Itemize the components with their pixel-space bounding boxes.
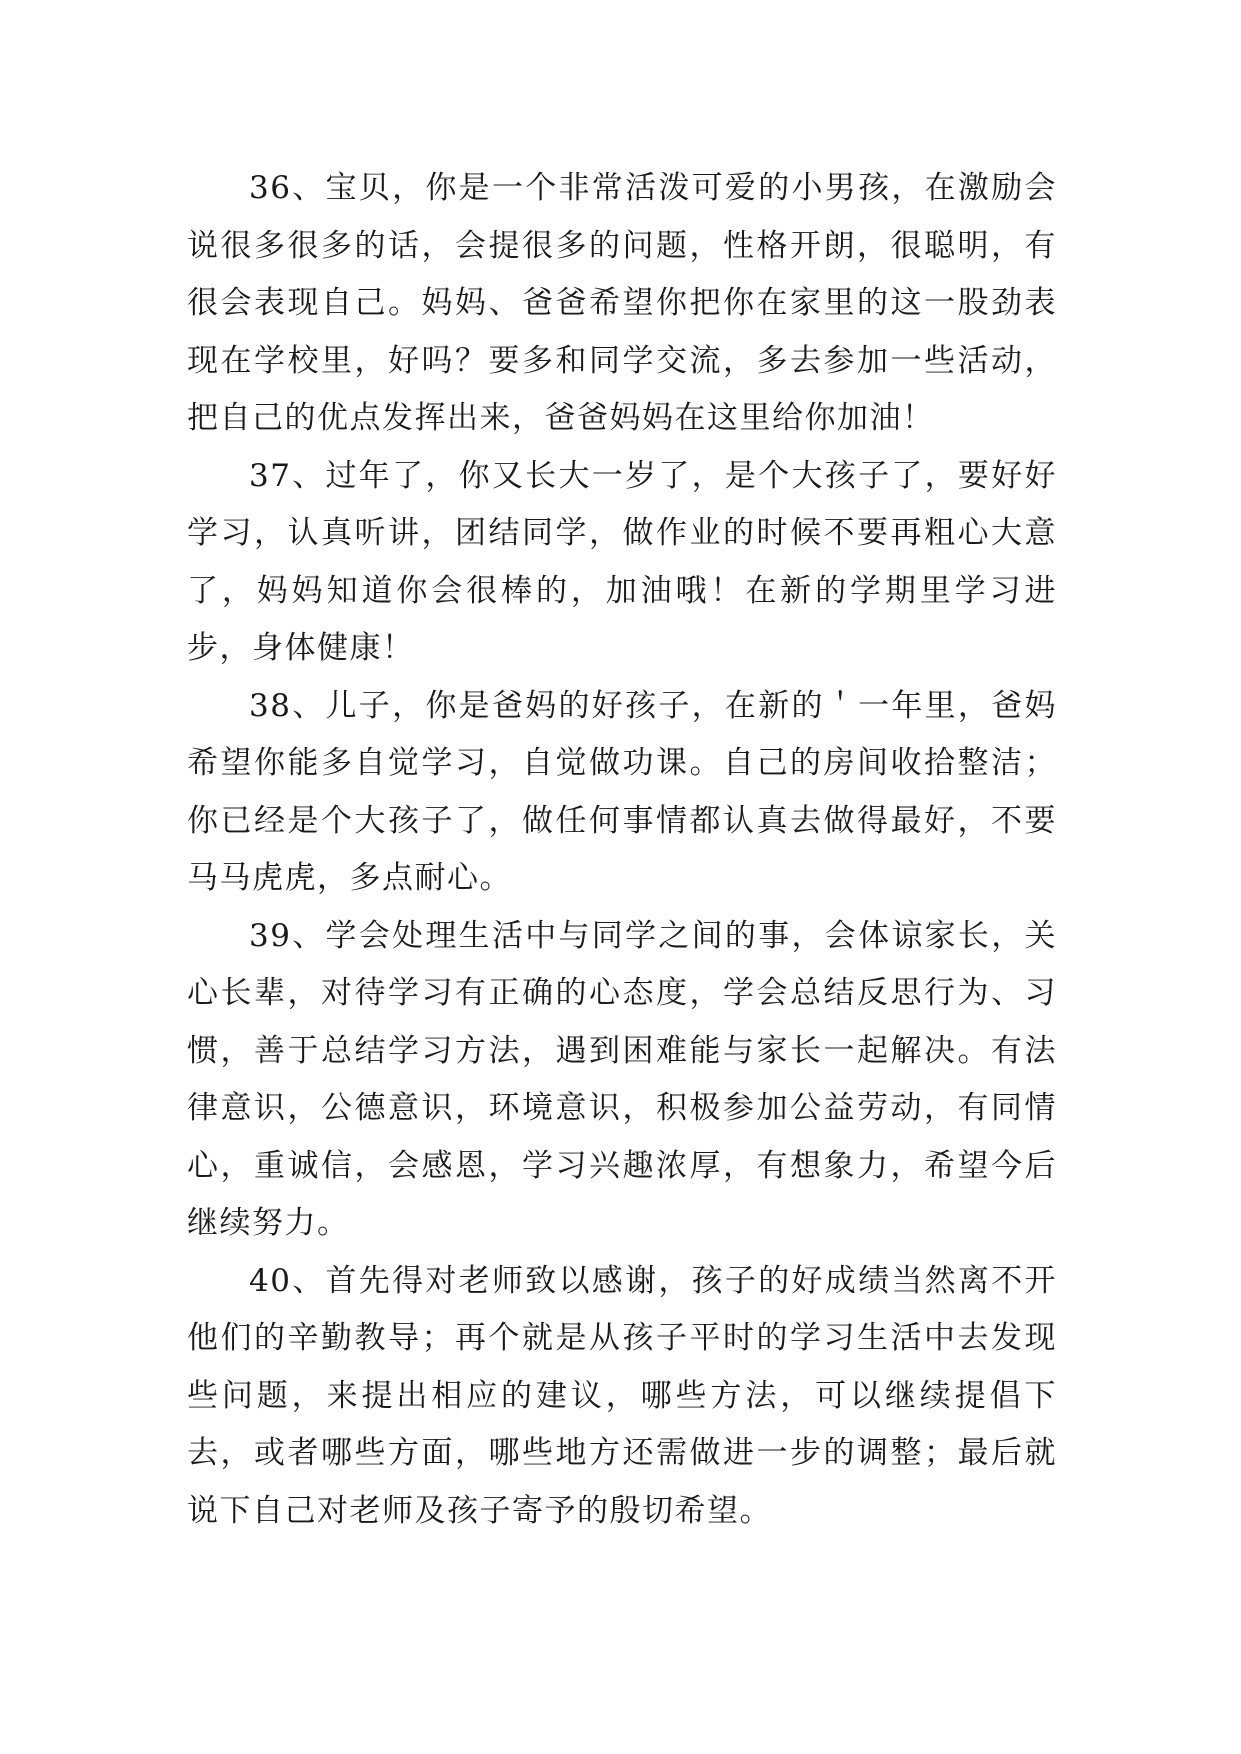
paragraph-36: 36、宝贝，你是一个非常活泼可爱的小男孩，在激励会说很多很多的话，会提很多的问题，性格开朗，很聪明，有很会表现自己。妈妈、爸爸希望你把你在家里的这一股劲表现在学校里，好吗？要多和同学交流，多去参加一些活动，把自己的优点发挥出来，爸爸妈妈在这里给你加油！ bbox=[187, 170, 1057, 436]
paragraph-38: 38、儿子，你是爸妈的好孩子，在新的＇一年里，爸妈希望你能多自觉学习，自觉做功课。自己的房间收拾整洁；你已经是个大孩子了，做任何事情都认真去做得最好，不要马马虎虎，多点耐心。 bbox=[187, 687, 1057, 896]
paragraph-37: 37、过年了，你又长大一岁了，是个大孩子了，要好好学习，认真听讲，团结同学，做作业的时候不要再粗心大意了，妈妈知道你会很棒的，加油哦！在新的学期里学习进步，身体健康！ bbox=[187, 457, 1057, 666]
document-body bbox=[187, 160, 1057, 1540]
paragraph-39: 39、学会处理生活中与同学之间的事，会体谅家长，关心长辈，对待学习有正确的心态度，学会总结反思行为、习惯，善于总结学习方法，遇到困难能与家长一起解决。有法律意识，公德意识，环境意识，积极参加公益劳动，有同情心，重诚信，会感恩，学习兴趣浓厚，有想象力，希望今后继续努力。 bbox=[187, 917, 1057, 1241]
paragraph-40: 40、首先得对老师致以感谢，孩子的好成绩当然离不开他们的辛勤教导；再个就是从孩子平时的学习生活中去发现些问题，来提出相应的建议，哪些方法，可以继续提倡下去，或者哪些方面，哪些地方还需做进一步的调整；最后就说下自己对老师及孩子寄予的殷切希望。 bbox=[187, 1262, 1057, 1529]
